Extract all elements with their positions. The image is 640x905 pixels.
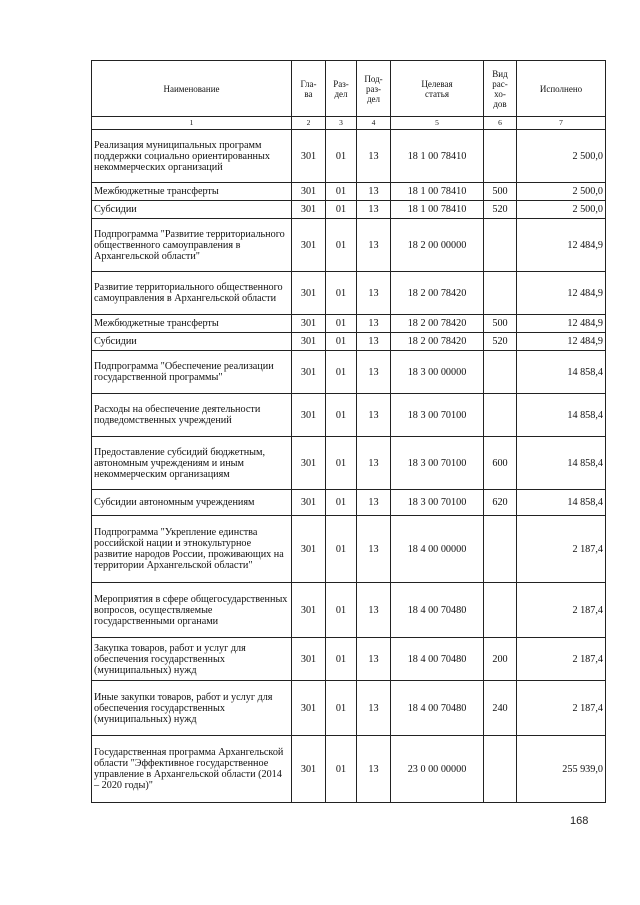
table-row xyxy=(92,437,606,490)
row-chapter: 301 xyxy=(292,681,326,736)
row-expense-type: 520 xyxy=(484,333,517,351)
row-executed: 255 939,0 xyxy=(517,736,606,803)
row-target-article: 18 4 00 70480 xyxy=(391,681,484,736)
row-executed: 14 858,4 xyxy=(517,490,606,516)
row-subsection: 13 xyxy=(357,183,391,201)
table-row xyxy=(92,201,606,219)
row-subsection: 13 xyxy=(357,681,391,736)
row-section: 01 xyxy=(326,583,357,638)
table-row xyxy=(92,183,606,201)
table-row xyxy=(92,219,606,272)
header-executed: Исполнено xyxy=(517,61,606,117)
row-subsection: 13 xyxy=(357,437,391,490)
table-row xyxy=(92,394,606,437)
row-target-article: 18 4 00 70480 xyxy=(391,583,484,638)
row-subsection: 13 xyxy=(357,583,391,638)
row-expense-type xyxy=(484,583,517,638)
column-number: 7 xyxy=(517,117,606,130)
row-executed: 2 500,0 xyxy=(517,130,606,183)
column-number: 2 xyxy=(292,117,326,130)
row-chapter: 301 xyxy=(292,736,326,803)
row-chapter: 301 xyxy=(292,351,326,394)
row-subsection: 13 xyxy=(357,351,391,394)
row-chapter: 301 xyxy=(292,272,326,315)
header-section: Раз- дел xyxy=(326,61,357,117)
row-executed: 14 858,4 xyxy=(517,437,606,490)
row-section: 01 xyxy=(326,201,357,219)
row-subsection: 13 xyxy=(357,272,391,315)
row-chapter: 301 xyxy=(292,219,326,272)
row-expense-type xyxy=(484,351,517,394)
row-executed: 14 858,4 xyxy=(517,394,606,437)
row-executed: 14 858,4 xyxy=(517,351,606,394)
row-executed: 12 484,9 xyxy=(517,219,606,272)
row-name: Закупка товаров, работ и услуг для обеспечения государственных (муниципальных) нужд xyxy=(92,638,292,681)
header-chapter: Гла- ва xyxy=(292,61,326,117)
row-name: Подпрограмма "Развитие территориального общественного самоуправления в Архангельской области" xyxy=(92,219,292,272)
row-subsection: 13 xyxy=(357,516,391,583)
row-target-article: 18 3 00 70100 xyxy=(391,437,484,490)
row-chapter: 301 xyxy=(292,130,326,183)
row-section: 01 xyxy=(326,736,357,803)
row-target-article: 18 1 00 78410 xyxy=(391,183,484,201)
row-section: 01 xyxy=(326,351,357,394)
row-chapter: 301 xyxy=(292,490,326,516)
table-row xyxy=(92,272,606,315)
row-section: 01 xyxy=(326,394,357,437)
row-name: Субсидии xyxy=(92,201,292,219)
table-row xyxy=(92,315,606,333)
row-chapter: 301 xyxy=(292,394,326,437)
row-subsection: 13 xyxy=(357,315,391,333)
row-target-article: 18 1 00 78410 xyxy=(391,201,484,219)
table-row xyxy=(92,638,606,681)
row-expense-type: 520 xyxy=(484,201,517,219)
row-name: Подпрограмма "Обеспечение реализации государственной программы" xyxy=(92,351,292,394)
row-executed: 12 484,9 xyxy=(517,272,606,315)
row-chapter: 301 xyxy=(292,516,326,583)
table-row xyxy=(92,351,606,394)
table-row xyxy=(92,681,606,736)
row-expense-type xyxy=(484,130,517,183)
row-section: 01 xyxy=(326,315,357,333)
row-subsection: 13 xyxy=(357,219,391,272)
row-chapter: 301 xyxy=(292,201,326,219)
row-executed: 12 484,9 xyxy=(517,333,606,351)
row-name: Иные закупки товаров, работ и услуг для обеспечения государственных (муниципальных) нужд xyxy=(92,681,292,736)
column-number: 1 xyxy=(92,117,292,130)
row-subsection: 13 xyxy=(357,201,391,219)
row-expense-type xyxy=(484,394,517,437)
row-subsection: 13 xyxy=(357,490,391,516)
budget-table xyxy=(91,60,606,803)
row-name: Мероприятия в сфере общегосударственных вопросов, осуществляемые государственными органами xyxy=(92,583,292,638)
row-chapter: 301 xyxy=(292,333,326,351)
row-section: 01 xyxy=(326,219,357,272)
row-section: 01 xyxy=(326,490,357,516)
row-chapter: 301 xyxy=(292,583,326,638)
row-target-article: 18 3 00 00000 xyxy=(391,351,484,394)
header-subsection: Под- раз- дел xyxy=(357,61,391,117)
row-target-article: 18 4 00 70480 xyxy=(391,638,484,681)
row-executed: 12 484,9 xyxy=(517,315,606,333)
row-executed: 2 187,4 xyxy=(517,516,606,583)
row-target-article: 18 1 00 78410 xyxy=(391,130,484,183)
row-subsection: 13 xyxy=(357,736,391,803)
column-number: 5 xyxy=(391,117,484,130)
row-expense-type: 500 xyxy=(484,183,517,201)
row-name: Расходы на обеспечение деятельности подведомственных учреждений xyxy=(92,394,292,437)
row-section: 01 xyxy=(326,437,357,490)
row-target-article: 18 2 00 00000 xyxy=(391,219,484,272)
row-executed: 2 500,0 xyxy=(517,183,606,201)
row-section: 01 xyxy=(326,681,357,736)
table-row xyxy=(92,130,606,183)
row-name: Предоставление субсидий бюджетным, автономным учреждениям и иным некоммерческим организациям xyxy=(92,437,292,490)
row-target-article: 18 4 00 00000 xyxy=(391,516,484,583)
row-subsection: 13 xyxy=(357,130,391,183)
column-number: 6 xyxy=(484,117,517,130)
table-row xyxy=(92,490,606,516)
row-name: Реализация муниципальных программ поддержки социально ориентированных некоммерческих организаций xyxy=(92,130,292,183)
row-expense-type: 600 xyxy=(484,437,517,490)
column-number: 3 xyxy=(326,117,357,130)
row-chapter: 301 xyxy=(292,437,326,490)
row-chapter: 301 xyxy=(292,183,326,201)
row-expense-type: 500 xyxy=(484,315,517,333)
row-expense-type xyxy=(484,219,517,272)
header-name: Наименование xyxy=(92,61,292,117)
row-expense-type: 620 xyxy=(484,490,517,516)
row-name: Субсидии автономным учреждениям xyxy=(92,490,292,516)
row-target-article: 18 3 00 70100 xyxy=(391,490,484,516)
row-section: 01 xyxy=(326,638,357,681)
row-expense-type xyxy=(484,516,517,583)
row-executed: 2 500,0 xyxy=(517,201,606,219)
row-target-article: 23 0 00 00000 xyxy=(391,736,484,803)
row-executed: 2 187,4 xyxy=(517,638,606,681)
row-target-article: 18 2 00 78420 xyxy=(391,272,484,315)
row-target-article: 18 2 00 78420 xyxy=(391,333,484,351)
row-subsection: 13 xyxy=(357,333,391,351)
page-number: 168 xyxy=(570,815,589,827)
row-section: 01 xyxy=(326,272,357,315)
row-section: 01 xyxy=(326,130,357,183)
header-target-article: Целевая статья xyxy=(391,61,484,117)
table-row xyxy=(92,333,606,351)
header-expense-type: Вид рас- хо- дов xyxy=(484,61,517,117)
header-row xyxy=(92,61,606,117)
table-row xyxy=(92,516,606,583)
row-executed: 2 187,4 xyxy=(517,583,606,638)
row-section: 01 xyxy=(326,333,357,351)
row-name: Субсидии xyxy=(92,333,292,351)
row-expense-type xyxy=(484,272,517,315)
table-row xyxy=(92,583,606,638)
row-name: Межбюджетные трансферты xyxy=(92,183,292,201)
row-executed: 2 187,4 xyxy=(517,681,606,736)
row-section: 01 xyxy=(326,183,357,201)
table-body xyxy=(92,130,606,803)
row-section: 01 xyxy=(326,516,357,583)
row-name: Государственная программа Архангельской области "Эффективное государственное управление в Архангельской области (2014 – 2020 годы)" xyxy=(92,736,292,803)
row-subsection: 13 xyxy=(357,638,391,681)
row-expense-type: 200 xyxy=(484,638,517,681)
row-chapter: 301 xyxy=(292,315,326,333)
row-name: Межбюджетные трансферты xyxy=(92,315,292,333)
row-name: Подпрограмма "Укрепление единства российской нации и этнокультурное развитие народов России, проживающих на территории Архангельской области" xyxy=(92,516,292,583)
row-target-article: 18 3 00 70100 xyxy=(391,394,484,437)
row-chapter: 301 xyxy=(292,638,326,681)
table-row xyxy=(92,736,606,803)
row-subsection: 13 xyxy=(357,394,391,437)
row-expense-type xyxy=(484,736,517,803)
row-target-article: 18 2 00 78420 xyxy=(391,315,484,333)
row-expense-type: 240 xyxy=(484,681,517,736)
row-name: Развитие территориального общественного самоуправления в Архангельской области xyxy=(92,272,292,315)
column-number-row xyxy=(92,117,606,130)
column-number: 4 xyxy=(357,117,391,130)
